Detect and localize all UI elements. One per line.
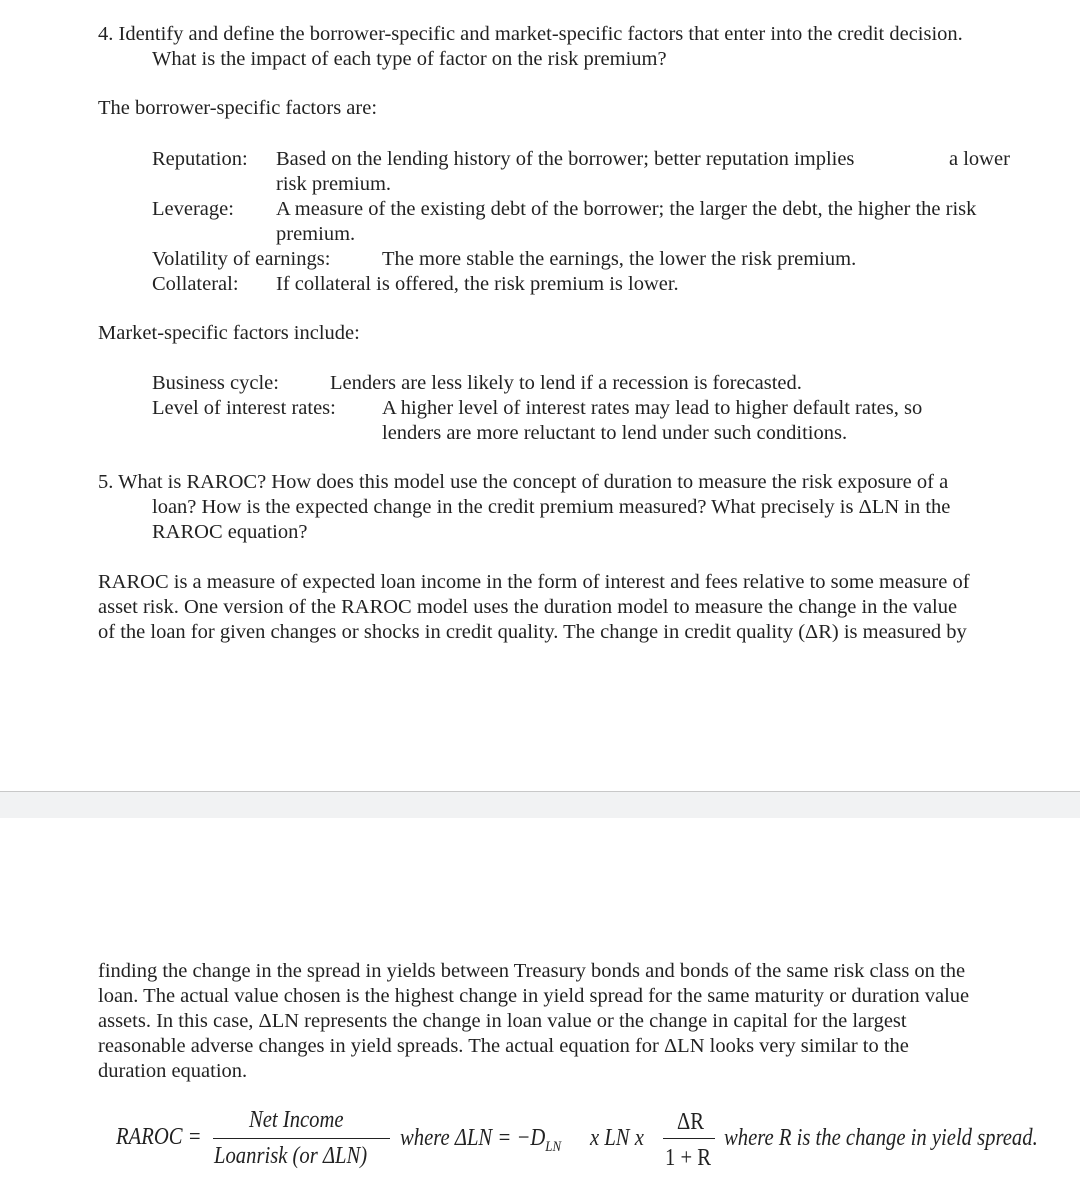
answer-5-line-1: RAROC is a measure of expected loan income in the form of interest and fees relative to some measure of (98, 571, 970, 593)
factor-desc-reputation: Based on the lending history of the borrower; better reputation implies (276, 148, 855, 170)
question-4-line-1: 4. Identify and define the borrower-specific and market-specific factors that enter into the credit decision. (98, 23, 963, 45)
continuation-line-2: loan. The actual value chosen is the highest change in yield spread for the same maturity or duration value (98, 985, 970, 1007)
answer-5-line-3: of the loan for given changes or shocks in credit quality. The change in credit quality (ΔR) is measured by (98, 621, 967, 643)
formula-mid: x LN x (590, 1125, 644, 1151)
factor-term-collateral: Collateral: (152, 273, 239, 295)
question-5-line-3: RAROC equation? (152, 521, 308, 543)
question-5-line-1: 5. What is RAROC? How does this model use the concept of duration to measure the risk exposure of a (98, 471, 949, 493)
factor-desc-interest-rates: A higher level of interest rates may lead to higher default rates, so (382, 397, 923, 419)
factor-term-volatility: Volatility of earnings: (152, 248, 331, 270)
factor-term-interest-rates: Level of interest rates: (152, 397, 336, 419)
factor-term-business-cycle: Business cycle: (152, 372, 279, 394)
formula-denominator: Loanrisk (or ΔLN) (214, 1143, 368, 1169)
factor-desc-reputation-tail: a lower (949, 148, 1010, 170)
page-divider (0, 791, 1080, 818)
factor-desc-leverage: A measure of the existing debt of the borrower; the larger the debt, the higher the risk (276, 198, 977, 220)
formula-numerator: Net Income (249, 1107, 344, 1133)
factor-desc-business-cycle: Lenders are less likely to lend if a recession is forecasted. (330, 372, 802, 394)
factor-desc-volatility: The more stable the earnings, the lower the risk premium. (382, 248, 857, 270)
question-4-line-2: What is the impact of each type of factor on the risk premium? (152, 48, 667, 70)
market-heading: Market-specific factors include: (98, 322, 360, 344)
continuation-line-4: reasonable adverse changes in yield spreads. The actual equation for ΔLN looks very similar to the (98, 1035, 909, 1057)
formula-fraction-bar (213, 1138, 390, 1139)
question-5-line-2: loan? How is the expected change in the credit premium measured? What precisely is ΔLN in the (152, 496, 951, 518)
continuation-line-1: finding the change in the spread in yields between Treasury bonds and bonds of the same risk class on the (98, 960, 966, 982)
factor-term-leverage: Leverage: (152, 198, 234, 220)
formula-frac2-denominator: 1 + R (665, 1145, 712, 1171)
factor-desc-reputation-cont: risk premium. (276, 173, 392, 195)
borrower-heading: The borrower-specific factors are: (98, 97, 378, 119)
raroc-formula (0, 1105, 1080, 1178)
factor-term-reputation: Reputation: (152, 148, 248, 170)
continuation-line-5: duration equation. (98, 1060, 248, 1082)
formula-where-r: where R is the change in yield spread. (724, 1125, 1038, 1151)
formula-fraction-bar-2 (663, 1138, 715, 1139)
factor-desc-leverage-cont: premium. (276, 223, 356, 245)
factor-desc-collateral: If collateral is offered, the risk premium is lower. (276, 273, 679, 295)
formula-frac2-numerator: ΔR (677, 1109, 705, 1135)
continuation-line-3: assets. In this case, ΔLN represents the change in loan value or the change in capital for the largest (98, 1010, 907, 1032)
formula-lhs: RAROC = (116, 1124, 202, 1150)
answer-5-line-2: asset risk. One version of the RAROC model uses the duration model to measure the change in the value (98, 596, 958, 618)
factor-desc-interest-rates-cont: lenders are more reluctant to lend under such conditions. (382, 422, 848, 444)
formula-where-dln: where $\Delta LN = -D_{LN}$ (400, 1125, 562, 1155)
